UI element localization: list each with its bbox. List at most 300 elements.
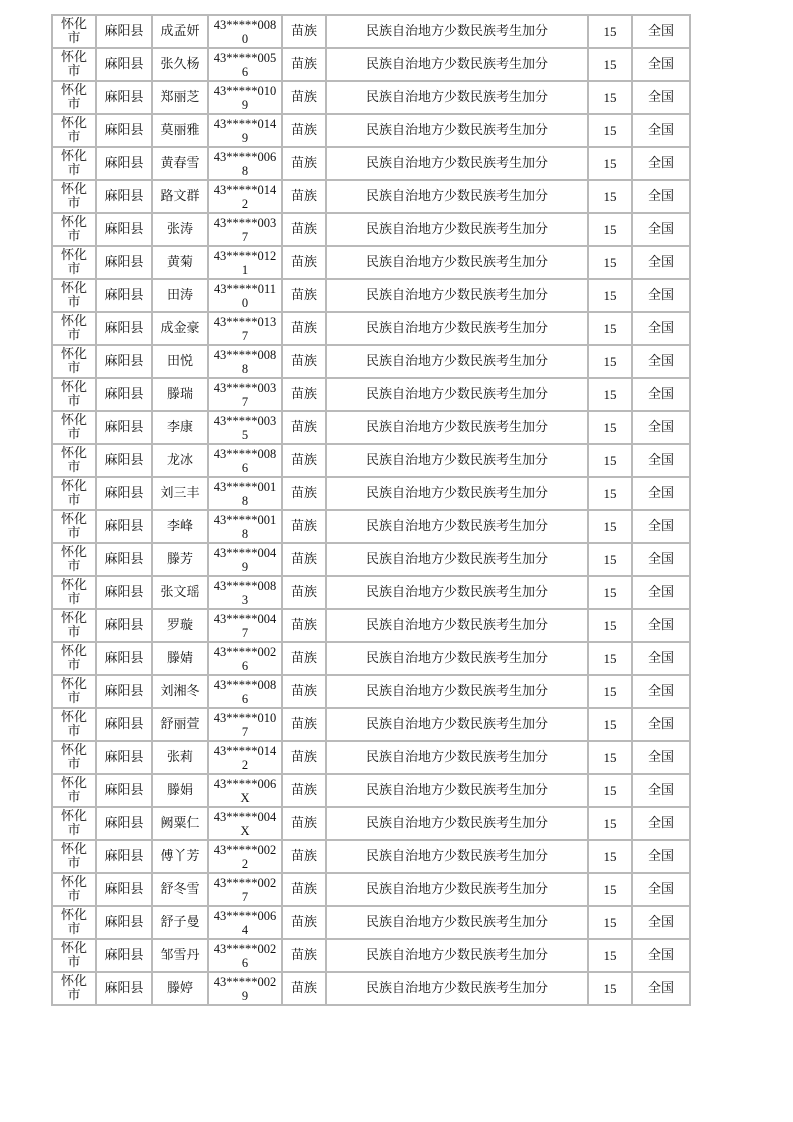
reason-cell [326, 510, 588, 543]
reason-cell-text: 民族自治地方少数民族考生加分 [365, 518, 548, 534]
county-cell-text: 麻阳县 [104, 980, 144, 996]
county-cell [96, 48, 152, 81]
reason-cell [326, 807, 588, 840]
ethnicity-cell [282, 906, 326, 939]
city-cell [52, 246, 96, 279]
scope-cell [632, 972, 690, 1005]
points-cell [588, 444, 632, 477]
ethnicity-cell-text: 苗族 [290, 617, 317, 633]
county-cell-text: 麻阳县 [104, 815, 144, 831]
name-cell-text: 舒子曼 [160, 914, 200, 930]
points-cell [588, 378, 632, 411]
id-number-cell-text: 43*****008 [213, 677, 277, 692]
id-number-cell-text: 43*****002 [213, 644, 277, 659]
id-number-cell-text: 43*****008 [213, 17, 277, 32]
ethnicity-cell [282, 873, 326, 906]
points-cell-text: 15 [603, 287, 617, 303]
county-cell [96, 213, 152, 246]
name-cell-text: 李峰 [166, 518, 193, 534]
ethnicity-cell [282, 345, 326, 378]
scope-cell [632, 708, 690, 741]
scope-cell-text: 全国 [647, 749, 674, 765]
points-cell-text: 15 [603, 122, 617, 138]
ethnicity-cell [282, 840, 326, 873]
city-cell [52, 543, 96, 576]
id-number-cell-text: 3 [241, 592, 249, 607]
id-number-cell-text: 43*****001 [213, 512, 277, 527]
name-cell-text: 刘三丰 [160, 485, 200, 501]
name-cell-text: 张文瑶 [160, 584, 200, 600]
points-cell [588, 345, 632, 378]
points-cell-text: 15 [603, 980, 617, 996]
city-cell [52, 576, 96, 609]
id-number-cell-text: 43*****003 [213, 413, 277, 428]
ethnicity-cell [282, 279, 326, 312]
scope-cell-text: 全国 [647, 320, 674, 336]
id-number-cell-text: 43*****002 [213, 974, 277, 989]
points-cell [588, 840, 632, 873]
county-cell-text: 麻阳县 [104, 782, 144, 798]
name-cell-text: 莫丽雅 [160, 122, 200, 138]
name-cell [152, 246, 208, 279]
scope-cell-text: 全国 [647, 419, 674, 435]
id-number-cell-text: 7 [241, 625, 249, 640]
reason-cell [326, 642, 588, 675]
points-cell [588, 741, 632, 774]
table-row [52, 741, 690, 774]
id-number-cell-text: 7 [241, 889, 249, 904]
ethnicity-cell [282, 741, 326, 774]
reason-cell [326, 543, 588, 576]
scope-cell-text: 全国 [647, 353, 674, 369]
id-number-cell [208, 774, 282, 807]
ethnicity-cell [282, 972, 326, 1005]
reason-cell [326, 246, 588, 279]
city-cell [52, 906, 96, 939]
points-cell-text: 15 [603, 749, 617, 765]
city-cell [52, 345, 96, 378]
county-cell [96, 543, 152, 576]
county-cell-text: 麻阳县 [104, 89, 144, 105]
ethnicity-cell [282, 444, 326, 477]
scope-cell-text: 全国 [647, 56, 674, 72]
reason-cell-text: 民族自治地方少数民族考生加分 [365, 716, 548, 732]
scope-cell-text: 全国 [647, 386, 674, 402]
name-cell [152, 378, 208, 411]
ethnicity-cell-text: 苗族 [290, 683, 317, 699]
county-cell-text: 麻阳县 [104, 848, 144, 864]
name-cell [152, 774, 208, 807]
ethnicity-cell-text: 苗族 [290, 848, 317, 864]
county-cell-text: 麻阳县 [104, 122, 144, 138]
ethnicity-cell-text: 苗族 [290, 353, 317, 369]
name-cell [152, 477, 208, 510]
ethnicity-cell-text: 苗族 [290, 452, 317, 468]
county-cell-text: 麻阳县 [104, 221, 144, 237]
reason-cell [326, 609, 588, 642]
ethnicity-cell [282, 48, 326, 81]
scope-cell-text: 全国 [647, 254, 674, 270]
points-cell [588, 279, 632, 312]
points-cell [588, 213, 632, 246]
id-number-cell-text: 43*****008 [213, 446, 277, 461]
city-cell-text: 怀化市 [60, 676, 87, 706]
ethnicity-cell-text: 苗族 [290, 287, 317, 303]
reason-cell [326, 411, 588, 444]
county-cell [96, 510, 152, 543]
name-cell [152, 873, 208, 906]
city-cell [52, 807, 96, 840]
scope-cell [632, 840, 690, 873]
reason-cell-text: 民族自治地方少数民族考生加分 [365, 155, 548, 171]
name-cell [152, 675, 208, 708]
id-number-cell-text: 43*****004 [213, 809, 277, 824]
city-cell-text: 怀化市 [60, 82, 87, 112]
points-cell-text: 15 [603, 551, 617, 567]
points-cell-text: 15 [603, 848, 617, 864]
id-number-cell [208, 477, 282, 510]
id-number-cell-text: 0 [241, 31, 249, 46]
county-cell [96, 576, 152, 609]
reason-cell-text: 民族自治地方少数民族考生加分 [365, 452, 548, 468]
scope-cell-text: 全国 [647, 848, 674, 864]
id-number-cell [208, 972, 282, 1005]
scope-cell [632, 378, 690, 411]
name-cell-text: 刘湘冬 [160, 683, 200, 699]
reason-cell-text: 民族自治地方少数民族考生加分 [365, 56, 548, 72]
scope-cell [632, 345, 690, 378]
id-number-cell [208, 807, 282, 840]
points-cell-text: 15 [603, 386, 617, 402]
reason-cell-text: 民族自治地方少数民族考生加分 [365, 617, 548, 633]
name-cell-text: 郑丽芝 [160, 89, 200, 105]
city-cell [52, 279, 96, 312]
points-cell [588, 939, 632, 972]
reason-cell-text: 民族自治地方少数民族考生加分 [365, 683, 548, 699]
id-number-cell-text: 9 [241, 559, 249, 574]
points-cell [588, 180, 632, 213]
ethnicity-cell-text: 苗族 [290, 485, 317, 501]
county-cell-text: 麻阳县 [104, 287, 144, 303]
reason-cell [326, 48, 588, 81]
id-number-cell [208, 708, 282, 741]
reason-cell-text: 民族自治地方少数民族考生加分 [365, 848, 548, 864]
id-number-cell-text: 43*****004 [213, 611, 277, 626]
scope-cell-text: 全国 [647, 287, 674, 303]
name-cell-text: 滕芳 [166, 551, 193, 567]
county-cell [96, 675, 152, 708]
county-cell-text: 麻阳县 [104, 419, 144, 435]
id-number-cell [208, 642, 282, 675]
scope-cell-text: 全国 [647, 485, 674, 501]
id-number-cell [208, 48, 282, 81]
id-number-cell [208, 741, 282, 774]
id-number-cell-text: 43*****008 [213, 578, 277, 593]
name-cell-text: 舒冬雪 [160, 881, 200, 897]
id-number-cell-text: 43*****014 [213, 116, 277, 131]
city-cell-text: 怀化市 [60, 874, 87, 904]
reason-cell [326, 774, 588, 807]
ethnicity-cell-text: 苗族 [290, 980, 317, 996]
reason-cell-text: 民族自治地方少数民族考生加分 [365, 320, 548, 336]
points-cell-text: 15 [603, 254, 617, 270]
ethnicity-cell-text: 苗族 [290, 551, 317, 567]
scope-cell [632, 939, 690, 972]
id-number-cell-text: 43*****002 [213, 941, 277, 956]
city-cell [52, 312, 96, 345]
ethnicity-cell-text: 苗族 [290, 320, 317, 336]
name-cell [152, 972, 208, 1005]
city-cell-text: 怀化市 [60, 16, 87, 46]
ethnicity-cell [282, 609, 326, 642]
ethnicity-cell [282, 477, 326, 510]
scope-cell-text: 全国 [647, 716, 674, 732]
points-cell-text: 15 [603, 485, 617, 501]
id-number-cell-text: 7 [241, 724, 249, 739]
points-cell [588, 609, 632, 642]
county-cell [96, 345, 152, 378]
table-row [52, 609, 690, 642]
scope-cell [632, 774, 690, 807]
id-number-cell-text: 2 [241, 757, 249, 772]
id-number-cell [208, 378, 282, 411]
points-cell [588, 114, 632, 147]
name-cell-text: 李康 [166, 419, 193, 435]
table-row [52, 543, 690, 576]
id-number-cell-text: X [240, 823, 250, 838]
name-cell-text: 张莉 [166, 749, 193, 765]
ethnicity-cell [282, 378, 326, 411]
reason-cell-text: 民族自治地方少数民族考生加分 [365, 287, 548, 303]
county-cell [96, 81, 152, 114]
reason-cell [326, 444, 588, 477]
points-cell [588, 906, 632, 939]
name-cell-text: 滕娟 [166, 782, 193, 798]
ethnicity-cell [282, 114, 326, 147]
points-cell-text: 15 [603, 221, 617, 237]
points-cell-text: 15 [603, 782, 617, 798]
scope-cell [632, 48, 690, 81]
name-cell-text: 滕瑞 [166, 386, 193, 402]
id-number-cell [208, 543, 282, 576]
reason-cell [326, 81, 588, 114]
city-cell-text: 怀化市 [60, 709, 87, 739]
city-cell [52, 609, 96, 642]
bonus-points-table [51, 14, 691, 1006]
id-number-cell-text: 43*****008 [213, 347, 277, 362]
id-number-cell-text: 7 [241, 328, 249, 343]
city-cell [52, 939, 96, 972]
name-cell-text: 罗璇 [166, 617, 193, 633]
county-cell [96, 609, 152, 642]
ethnicity-cell [282, 543, 326, 576]
table-row [52, 939, 690, 972]
city-cell [52, 180, 96, 213]
ethnicity-cell-text: 苗族 [290, 914, 317, 930]
county-cell-text: 麻阳县 [104, 749, 144, 765]
id-number-cell-text: 7 [241, 229, 249, 244]
points-cell-text: 15 [603, 452, 617, 468]
city-cell-text: 怀化市 [60, 808, 87, 838]
city-cell-text: 怀化市 [60, 907, 87, 937]
id-number-cell-text: 9 [241, 97, 249, 112]
table-row [52, 81, 690, 114]
reason-cell-text: 民族自治地方少数民族考生加分 [365, 881, 548, 897]
id-number-cell-text: 8 [241, 493, 249, 508]
points-cell [588, 246, 632, 279]
name-cell-text: 成孟妍 [160, 23, 200, 39]
city-cell-text: 怀化市 [60, 280, 87, 310]
table-row [52, 906, 690, 939]
points-cell-text: 15 [603, 650, 617, 666]
reason-cell-text: 民族自治地方少数民族考生加分 [365, 650, 548, 666]
scope-cell [632, 477, 690, 510]
reason-cell [326, 114, 588, 147]
id-number-cell-text: 5 [241, 427, 249, 442]
ethnicity-cell-text: 苗族 [290, 23, 317, 39]
id-number-cell [208, 840, 282, 873]
id-number-cell-text: 43*****010 [213, 710, 277, 725]
scope-cell-text: 全国 [647, 188, 674, 204]
table-row [52, 213, 690, 246]
scope-cell [632, 411, 690, 444]
scope-cell-text: 全国 [647, 683, 674, 699]
points-cell [588, 477, 632, 510]
name-cell [152, 411, 208, 444]
points-cell-text: 15 [603, 23, 617, 39]
city-cell [52, 873, 96, 906]
points-cell-text: 15 [603, 419, 617, 435]
id-number-cell-text: 43*****002 [213, 842, 277, 857]
scope-cell-text: 全国 [647, 452, 674, 468]
id-number-cell-text: 43*****005 [213, 50, 277, 65]
name-cell-text: 舒丽萱 [160, 716, 200, 732]
name-cell-text: 滕婧 [166, 650, 193, 666]
id-number-cell-text: 6 [241, 460, 249, 475]
city-cell-text: 怀化市 [60, 412, 87, 442]
city-cell [52, 81, 96, 114]
city-cell [52, 147, 96, 180]
reason-cell [326, 873, 588, 906]
scope-cell [632, 609, 690, 642]
points-cell-text: 15 [603, 518, 617, 534]
table-row [52, 48, 690, 81]
reason-cell-text: 民族自治地方少数民族考生加分 [365, 386, 548, 402]
table-row [52, 708, 690, 741]
name-cell [152, 180, 208, 213]
scope-cell-text: 全国 [647, 23, 674, 39]
name-cell-text: 成金豪 [160, 320, 200, 336]
reason-cell [326, 312, 588, 345]
ethnicity-cell-text: 苗族 [290, 518, 317, 534]
scope-cell-text: 全国 [647, 947, 674, 963]
points-cell-text: 15 [603, 947, 617, 963]
city-cell-text: 怀化市 [60, 973, 87, 1003]
points-cell-text: 15 [603, 56, 617, 72]
id-number-cell-text: 0 [241, 295, 249, 310]
id-number-cell [208, 873, 282, 906]
table-row [52, 411, 690, 444]
county-cell [96, 114, 152, 147]
ethnicity-cell-text: 苗族 [290, 584, 317, 600]
reason-cell-text: 民族自治地方少数民族考生加分 [365, 89, 548, 105]
points-cell [588, 972, 632, 1005]
scope-cell-text: 全国 [647, 122, 674, 138]
table-row [52, 675, 690, 708]
county-cell [96, 147, 152, 180]
city-cell-text: 怀化市 [60, 115, 87, 145]
id-number-cell-text: 43*****013 [213, 314, 277, 329]
county-cell [96, 840, 152, 873]
name-cell [152, 939, 208, 972]
points-cell [588, 642, 632, 675]
table-body [52, 15, 690, 1005]
reason-cell-text: 民族自治地方少数民族考生加分 [365, 353, 548, 369]
county-cell [96, 279, 152, 312]
city-cell [52, 477, 96, 510]
county-cell-text: 麻阳县 [104, 914, 144, 930]
county-cell [96, 807, 152, 840]
table-row [52, 807, 690, 840]
city-cell [52, 642, 96, 675]
table-row [52, 15, 690, 48]
scope-cell-text: 全国 [647, 155, 674, 171]
table-row [52, 840, 690, 873]
county-cell [96, 906, 152, 939]
county-cell [96, 774, 152, 807]
city-cell-text: 怀化市 [60, 379, 87, 409]
id-number-cell-text: 9 [241, 988, 249, 1003]
county-cell-text: 麻阳县 [104, 650, 144, 666]
points-cell [588, 708, 632, 741]
name-cell [152, 147, 208, 180]
points-cell-text: 15 [603, 881, 617, 897]
county-cell-text: 麻阳县 [104, 23, 144, 39]
id-number-cell-text: 43*****006 [213, 149, 277, 164]
scope-cell [632, 114, 690, 147]
points-cell [588, 312, 632, 345]
reason-cell [326, 213, 588, 246]
points-cell-text: 15 [603, 188, 617, 204]
name-cell [152, 807, 208, 840]
id-number-cell-text: 43*****003 [213, 215, 277, 230]
reason-cell [326, 15, 588, 48]
name-cell [152, 906, 208, 939]
county-cell [96, 708, 152, 741]
points-cell [588, 774, 632, 807]
ethnicity-cell-text: 苗族 [290, 221, 317, 237]
id-number-cell-text: 8 [241, 526, 249, 541]
ethnicity-cell [282, 180, 326, 213]
city-cell [52, 510, 96, 543]
city-cell [52, 774, 96, 807]
id-number-cell-text: 43*****002 [213, 875, 277, 890]
city-cell-text: 怀化市 [60, 346, 87, 376]
reason-cell-text: 民族自治地方少数民族考生加分 [365, 815, 548, 831]
reason-cell-text: 民族自治地方少数民族考生加分 [365, 221, 548, 237]
county-cell-text: 麻阳县 [104, 683, 144, 699]
name-cell-text: 田涛 [166, 287, 193, 303]
name-cell [152, 642, 208, 675]
county-cell-text: 麻阳县 [104, 353, 144, 369]
scope-cell [632, 15, 690, 48]
scope-cell-text: 全国 [647, 650, 674, 666]
name-cell [152, 114, 208, 147]
ethnicity-cell-text: 苗族 [290, 716, 317, 732]
ethnicity-cell-text: 苗族 [290, 155, 317, 171]
ethnicity-cell [282, 213, 326, 246]
city-cell [52, 213, 96, 246]
